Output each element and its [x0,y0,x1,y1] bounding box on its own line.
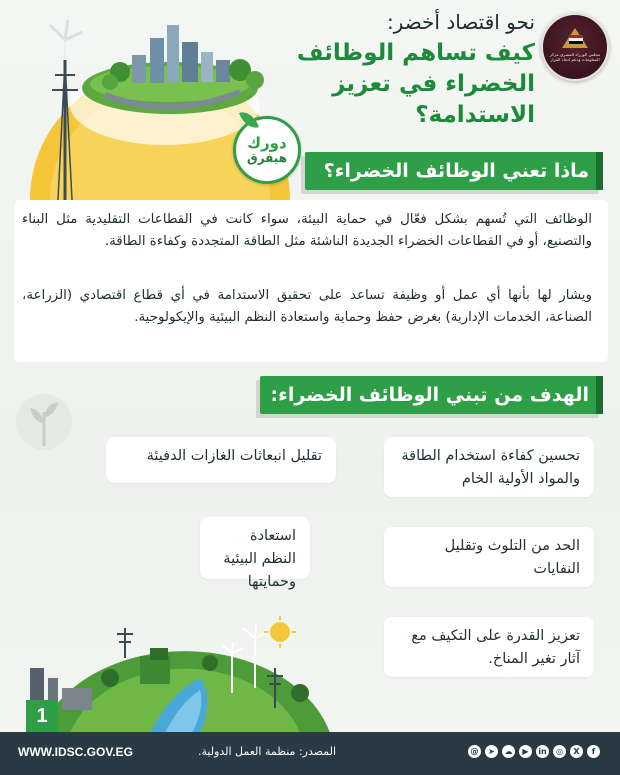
goal-item-pollution: الحد من التلوث وتقليل النفايات [384,527,594,587]
flag-icon [569,35,583,44]
social-icons [468,745,600,758]
page-number: 1 [26,700,58,732]
telegram-icon[interactable]: ➤ [485,745,498,758]
badge-line-1: دورك [247,133,287,152]
section-heading-goals: الهدف من تبني الوظائف الخضراء: [260,376,603,414]
footer-bar [0,732,620,775]
x-icon[interactable]: X [570,745,583,758]
youtube-icon[interactable]: ▶ [519,745,532,758]
goal-item-emissions: تقليل انبعاثات الغازات الدفيئة [106,437,336,483]
definition-paragraph-1: الوظائف التي تُسهم بشكل فعّال في حماية البيئة، سواء كانت في القطاعات التقليدية مثل البناء والتصنيع، أو في القطاعات الخضراء الجديدة الناشئة مثل الطاقة المتجددة وكفاءة الطاقة. [22,212,592,249]
threads-icon[interactable]: @ [468,745,481,758]
linkedin-icon[interactable]: in [536,745,549,758]
goal-item-adaptation: تعزيز القدرة على التكيف مع آثار تغير المناخ. [384,617,594,677]
logo-text: مجلس الوزراء المصري مركز المعلومات ودعم اتخاذ القرار [549,51,601,62]
definition-card [14,200,608,362]
facebook-icon[interactable]: f [587,745,600,758]
page-pretitle: نحو اقتصاد أخضر: [386,10,535,34]
soundcloud-icon[interactable]: ☁ [502,745,515,758]
goal-item-efficiency: تحسين كفاءة استخدام الطاقة والمواد الأولية الخام [384,437,594,497]
plant-icon [14,390,74,460]
instagram-icon[interactable]: ◎ [553,745,566,758]
section-heading-definition: ماذا تعني الوظائف الخضراء؟ [305,152,603,190]
website-link[interactable]: WWW.IDSC.GOV.EG [18,745,133,759]
definition-paragraph-2: ويشار لها بأنها أي عمل أو وظيفة تساعد على تحقيق الاستدامة في أي قطاع اقتصادي (الزراعة، الصناعة، الخدمات الإدارية) بغرض حفظ وحماية واستعادة النظم البيئية والإيكولوجية. [22,288,592,325]
source-text: المصدر: منظمة العمل الدولية. [198,745,337,758]
goal-item-ecosystems: استعادة النظم البيئية وحمايتها [200,517,310,579]
badge-line-2: هيفرق [246,150,288,165]
campaign-badge [233,116,301,184]
page-title: كيف تساهم الوظائف الخضراء في تعزيز الاستدامة؟ [296,40,535,129]
idsc-logo [541,13,609,81]
